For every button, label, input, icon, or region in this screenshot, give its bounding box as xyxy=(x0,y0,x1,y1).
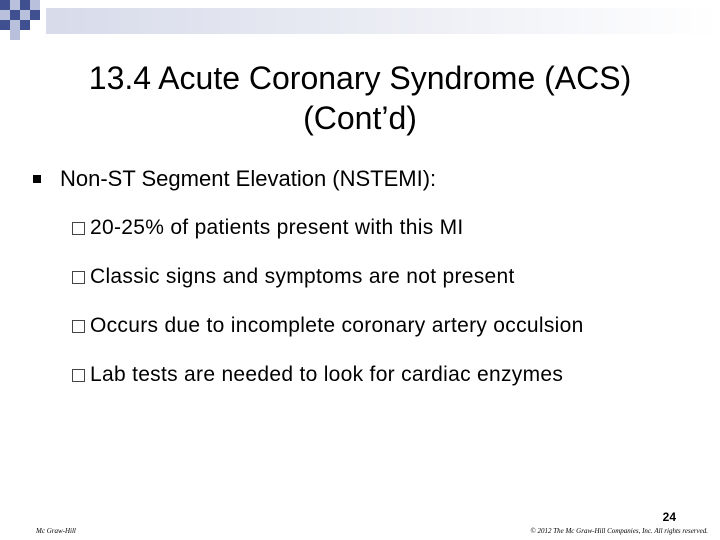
sub-bullet xyxy=(32,216,692,246)
page-number: 24 xyxy=(662,510,676,524)
main-bullet-text: Non-ST Segment Elevation (NSTEMI): xyxy=(60,166,437,191)
slide-title xyxy=(40,58,680,138)
checkbox-bullet-icon xyxy=(72,369,85,382)
checkbox-bullet-icon xyxy=(72,271,85,284)
slide-title-line2: (Cont’d) xyxy=(303,100,417,136)
sub-bullet-text: Lab tests are needed to look for cardiac enzymes xyxy=(90,363,564,386)
sub-bullet xyxy=(32,314,692,344)
square-bullet-icon xyxy=(33,175,41,183)
main-bullet xyxy=(32,166,692,202)
publisher-logo-text: Mc Graw-Hill xyxy=(36,527,76,535)
sub-bullet xyxy=(32,363,692,393)
slide-title-line1: 13.4 Acute Coronary Syndrome (ACS) xyxy=(88,60,632,96)
checkbox-bullet-icon xyxy=(72,320,85,333)
checkbox-bullet-icon xyxy=(72,222,85,235)
sub-bullet-text: Occurs due to incomplete coronary artery occulsion xyxy=(90,314,584,337)
sub-bullet-text: 20-25% of patients present with this MI xyxy=(90,216,464,239)
sub-bullet xyxy=(32,265,692,295)
sub-bullet-text: Classic signs and symptoms are not present xyxy=(90,265,515,288)
copyright-notice: © 2012 The Mc Graw-Hill Companies, Inc. All rights reserved. xyxy=(530,527,708,535)
header-bar xyxy=(46,8,720,34)
